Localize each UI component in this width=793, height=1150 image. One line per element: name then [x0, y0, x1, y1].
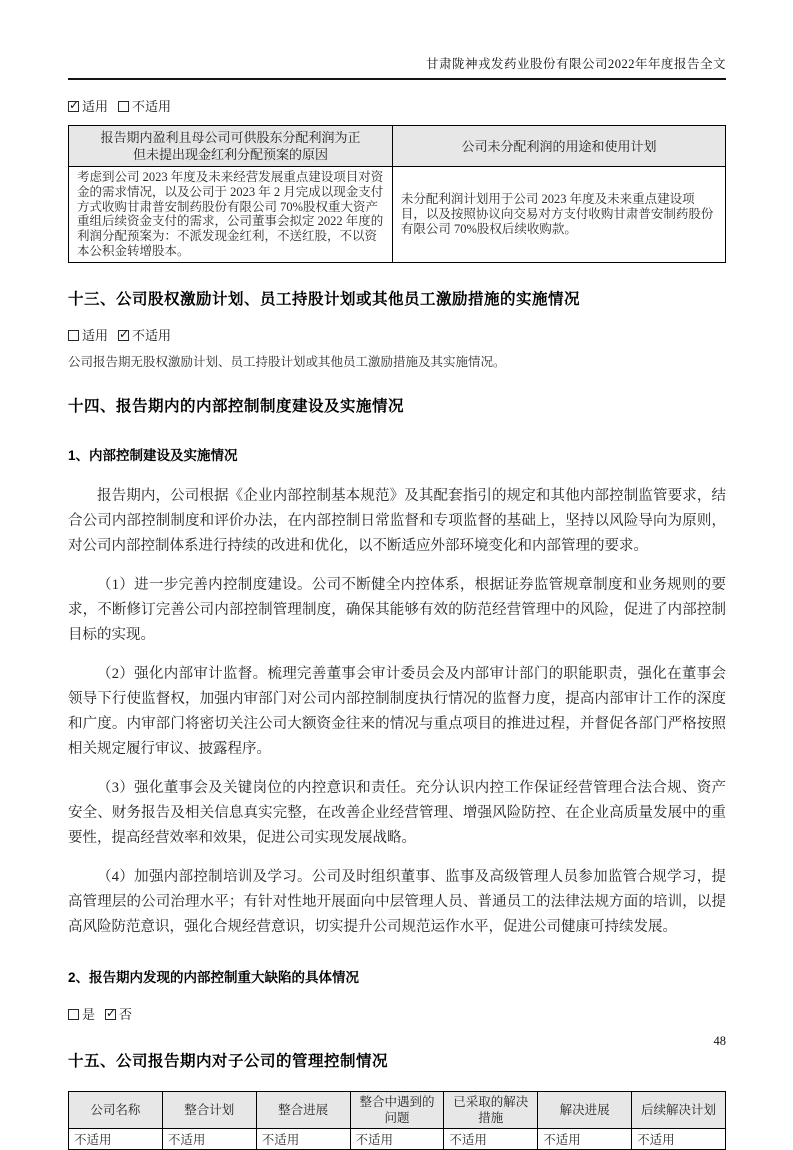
dividend-plan-header: 公司未分配利润的用途和使用计划: [392, 126, 725, 167]
col-follow-up-plan: 后续解决计划: [632, 1091, 726, 1128]
cell-problems-encountered: 不适用: [350, 1128, 444, 1149]
applicable-label: 适用: [82, 327, 109, 343]
not-applicable-label: 不适用: [132, 327, 172, 343]
not-applicable-option: [118, 328, 171, 343]
yes-option: [68, 1007, 95, 1022]
checkbox-empty-icon: [68, 330, 79, 341]
cell-company-name: 不适用: [69, 1128, 163, 1149]
applicable-label: 适用: [82, 99, 109, 114]
col-integration-progress: 整合进展: [256, 1091, 350, 1128]
cell-follow-up-plan: 不适用: [632, 1128, 726, 1149]
section-13-note: 公司报告期无股权激励计划、员工持股计划或其他员工激励措施及其实施情况。: [68, 354, 506, 369]
dividend-plan-cell: 未分配利润计划用于公司 2023 年度及未来重点建设项目，以及按照协议向交易对方支付收购甘肃普安制药股份有限公司 70%股权后续收购款。: [392, 167, 725, 263]
internal-control-intro-paragraph: 报告期内，公司根据《企业内部控制基本规范》及其配套指引的规定和其他内部控制监管要求，结合公司内部控制制度和评价办法，在内部控制日常监督和专项监督的基础上，坚持以风险导向为原则，对公司内部控制体系进行持续的改进和优化，以不断适应外部环境变化和内部管理的要求。: [68, 487, 726, 554]
checkbox-empty-icon: [118, 101, 129, 112]
col-solution-progress: 解决进展: [538, 1091, 632, 1128]
defect-yes-no-line: [68, 1004, 726, 1023]
not-applicable-label: 不适用: [132, 99, 172, 114]
section-14-sub2-title: 2、报告期内发现的内部控制重大缺陷的具体情况: [68, 969, 360, 985]
subsidiary-table-header-row: [69, 1091, 726, 1128]
subsidiary-control-table: [68, 1091, 726, 1150]
incentive-applicability-line: [68, 325, 726, 344]
page-number: 48: [713, 1034, 726, 1048]
cell-solutions-taken: 不适用: [444, 1128, 538, 1149]
col-integration-plan: 整合计划: [162, 1091, 256, 1128]
check-mark-icon: ✓: [106, 1005, 117, 1020]
subsidiary-table-body-row: [69, 1128, 726, 1149]
checkbox-checked-icon: [68, 98, 80, 112]
dividend-table: [68, 125, 726, 263]
not-applicable-option: [118, 99, 171, 114]
col-company-name: 公司名称: [69, 1091, 163, 1128]
cell-solution-progress: 不适用: [538, 1128, 632, 1149]
doc-header-title: 甘肃陇神戎发药业股份有限公司2022年年度报告全文: [68, 54, 726, 80]
check-mark-icon: ✓: [69, 98, 80, 112]
checkbox-checked-icon: [118, 326, 130, 341]
dividend-table-header-row: [69, 126, 726, 167]
no-option: [105, 1007, 132, 1022]
internal-control-item-1: （1）进一步完善内控制度建设。公司不断健全内控体系，根据证券监管规章制度和业务规则的要求，不断修订完善公司内部控制管理制度，确保其能够有效的防范经营管理中的风险，促进了内部控制目标的实现。: [68, 576, 726, 643]
dividend-reason-cell: 考虑到公司 2023 年度及未来经营发展重点建设项目对资金的需求情况，以及公司于 2023 年 2 月完成以现金支付方式收购甘肃普安制药股份有限公司 70%股权重大资产重组后续资金支付的需求，公司董事会拟定 2022 年度的利润分配预案为：不派发现金红利，不送红股，不以资本公积金转增股本。: [69, 167, 393, 263]
section-13-title: 十三、公司股权激励计划、员工持股计划或其他员工激励措施的实施情况: [68, 290, 581, 308]
dividend-reason-header: 报告期内盈利且母公司可供股东分配利润为正但未提出现金红利分配预案的原因: [69, 126, 393, 167]
yes-label: 是: [82, 1006, 96, 1022]
section-15-title: 十五、公司报告期内对子公司的管理控制情况: [68, 1052, 389, 1070]
col-solutions-taken: 已采取的解决措施: [444, 1091, 538, 1128]
check-mark-icon: ✓: [119, 326, 130, 341]
checkbox-checked-icon: [105, 1005, 117, 1020]
internal-control-item-3: （3）强化董事会及关键岗位的内控意识和责任。充分认识内控工作保证经营管理合法合规、资产安全、财务报告及相关信息真实完整，在改善企业经营管理、增强风险防控、在企业高质量发展中的重要性，提高经营效率和效果，促进公司实现发展战略。: [68, 779, 726, 846]
dividend-applicability-line: [68, 96, 726, 115]
applicable-option: [68, 99, 108, 114]
internal-control-item-2: （2）强化内部审计监督。梳理完善董事会审计委员会及内部审计部门的职能职责，强化在董事会领导下行使监督权，加强内审部门对公司内部控制制度执行情况的监督力度，提高内部审计工作的深度和广度。内审部门将密切关注公司大额资金往来的情况与重点项目的推进过程，并督促各部门严格按照相关规定履行审议、披露程序。: [68, 665, 726, 757]
applicable-option: [68, 328, 108, 343]
cell-integration-plan: 不适用: [162, 1128, 256, 1149]
internal-control-item-4: （4）加强内部控制培训及学习。公司及时组织董事、监事及高级管理人员参加监管合规学习，提高管理层的公司治理水平；有针对性地开展面向中层管理人员、普通员工的法律法规方面的培训，以提高风险防范意识，强化合规经营意识，切实提升公司规范运作水平，促进公司健康可持续发展。: [68, 868, 726, 935]
dividend-table-body-row: [69, 167, 726, 263]
section-14-title: 十四、报告期内的内部控制制度建设及实施情况: [68, 397, 405, 415]
checkbox-empty-icon: [68, 1009, 79, 1020]
no-label: 否: [119, 1006, 133, 1022]
cell-integration-progress: 不适用: [256, 1128, 350, 1149]
col-problems-encountered: 整合中遇到的问题: [350, 1091, 444, 1128]
section-14-sub1-title: 1、内部控制建设及实施情况: [68, 447, 238, 463]
